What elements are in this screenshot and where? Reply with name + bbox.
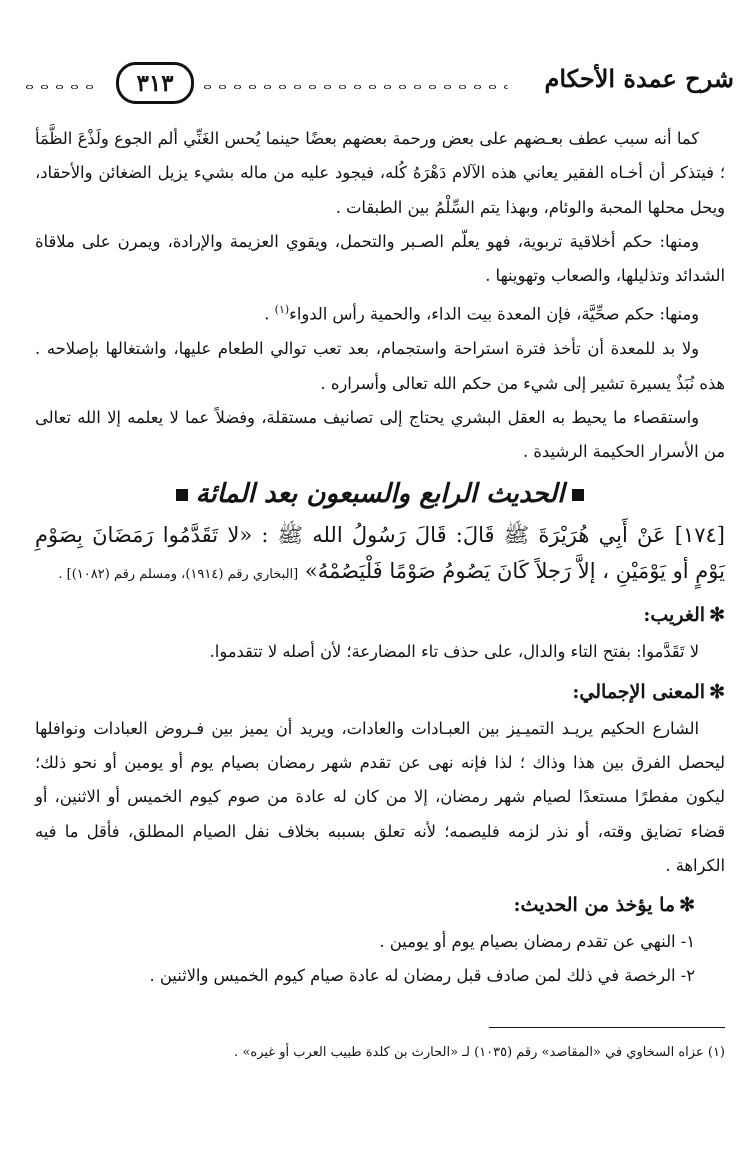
header-ornament-left — [22, 82, 94, 92]
hadith-heading — [35, 471, 725, 517]
footnote-divider — [489, 1027, 725, 1028]
section-heading-text: الغريب: — [643, 604, 706, 627]
hadith-text — [35, 517, 725, 593]
header-ornament-chain — [200, 82, 508, 92]
paragraph-end: . — [264, 304, 275, 324]
footnote: (١) عزاه السخاوي في «المقاصد» رقم (١٠٣٥) لـ «الحارث بن كلدة طبيب العرب أو غيره» . — [234, 1045, 725, 1060]
hadith-heading-text: الحديث الرابع والسبعون بعد المائة — [195, 479, 565, 510]
asterisk-icon: ✻ — [709, 604, 725, 627]
paragraph: واستقصاء ما يحيط به العقل البشري يحتاج إلى تصانيف مستقلة، وفضلاً عما لا يعلمه إلا الله تعالى من الأسرار الحكيمة الرشيدة . — [35, 407, 725, 462]
paragraph: ومنها: حكم أخلاقية تربوية، فهو يعلّم الصـبر والتحمل، ويقوي العزيمة والإرادة، ويمرن على ملاقاة الشدائد وتذليلها، والصعاب وتهوينها . — [35, 231, 725, 286]
paragraph — [35, 293, 725, 332]
section-heading-lessons — [35, 885, 725, 925]
page-header — [18, 58, 734, 114]
gharib-text: لا تَقَدَّموا: بفتح التاء والدال، على حذف تاء المضارعة؛ لأن أصله لا تتقدموا. — [209, 642, 699, 662]
square-bullet-icon — [572, 489, 584, 501]
paragraph-text: ومنها: حكم صحِّيَّة، فإن المعدة بيت الداء، والحمية رأس الدواء — [289, 304, 699, 324]
section-heading-text: المعنى الإجمالي: — [572, 680, 706, 703]
list-item: ٢- الرخصة في ذلك لمن صادف قبل رمضان له عادة صيام كيوم الخميس والاثنين . — [149, 966, 695, 986]
section-heading-text: ما يؤخذ من الحديث: — [513, 894, 676, 917]
paragraph: كما أنه سبب عطف بعـضهم على بعض ورحمة بعضهم بعضًا حينما يُحس الغَنِّي ألم الجوع ولَذْعَ الظَّمَأ ؛ فيتذكر أن أخـاه الفقير يعاني هذه الآلام دَهْرَهُ كُله، فيجود عليه من ماله بشيء يزيل الضغائن والأحقاد، ويحل محلها المحبة والوئام، وبهذا يتم السِّلْمُ بين الطبقات . — [35, 129, 725, 217]
ijmali-text: الشارع الحكيم يريـد التميـيز بين العبـادات والعادات، ويريد أن يميز بين فـروض العبادات ونوافلها ليحصل الفرق بين هذا وذاك ؛ لذا فإنه نهى عن تقدم شهر رمضان بصيام يوم أو يومين أو نحو ذلك؛ ليكون مفطرًا مستعدًا لصيام شهر رمضان، إلا من كان له عادة من صوم كيوم الخميس أو الاثنين، أو قضاء تضايق وقته، أو نذر لزمه فليصمه؛ لأنه تعلق بسببه بخلاف نفل الصيام المطلق، فأقل ما فيه الكراهة . — [35, 718, 725, 875]
section-heading-ijmali — [35, 672, 725, 712]
body-text — [35, 122, 725, 994]
page-number: ٣١٣ — [116, 62, 194, 104]
book-title: شرح عمدة الأحكام — [544, 64, 734, 93]
asterisk-icon: ✻ — [679, 894, 695, 917]
square-bullet-icon — [176, 489, 188, 501]
paragraph: ولا بد للمعدة أن تأخذ فترة استراحة واستجمام، بعد تعب توالي الطعام عليها، واشتغالها بإصلاحه . هذه نُبَذٌ يسيرة تشير إلى شيء من حكم الله تعالى وأسراره . — [35, 339, 725, 393]
hadith-reference: [البخاري رقم (١٩١٤)، ومسلم رقم (١٠٨٢)] . — [58, 567, 299, 583]
asterisk-icon: ✻ — [709, 680, 725, 703]
section-heading-gharib — [35, 595, 725, 635]
list-item: ١- النهي عن تقدم رمضان بصيام يوم أو يومين . — [379, 932, 695, 952]
hadith-body: [١٧٤] عَنْ أَبِي هُرَيْرَةَ ﷺ قَالَ: قَالَ رَسُولُ الله ﷺ : «لا تَقَدَّمُوا رَمَضَانَ بِصَوْمِ يَوْمٍ أو يَوْمَيْنِ ، إلاَّ رَجلاً كَانَ يَصُومُ صَوْمًا فَلْيَصُمْهُ» — [35, 523, 725, 584]
footnote-marker: (١) — [274, 303, 290, 317]
